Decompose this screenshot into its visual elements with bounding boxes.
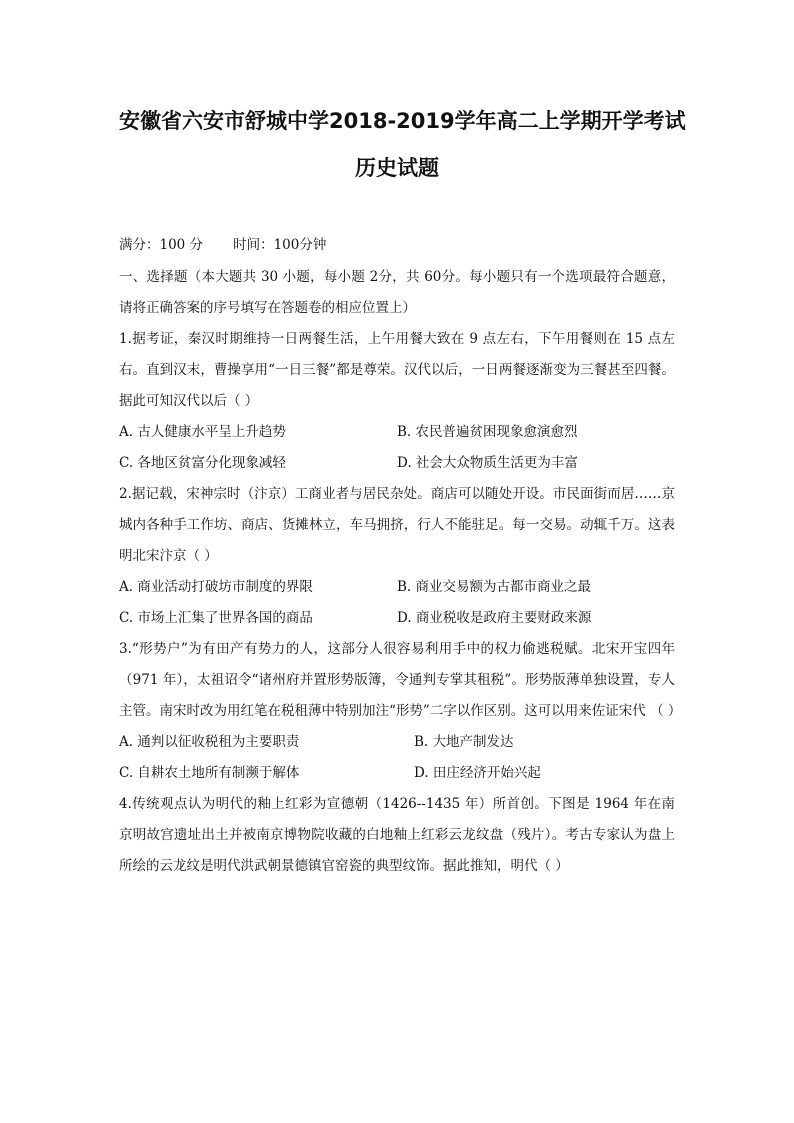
question-stem: 2.据记载，宋神宗时（汴京）工商业者与居民杂处。商店可以随处开设。市民面街而居……京城内各种手工作坊、商店、货摊林立，车马拥挤，行人不能驻足。每一交易。动辄千万。这表明北宋汴京（ ） xyxy=(119,486,675,564)
question-1 xyxy=(119,324,675,479)
question-options xyxy=(119,572,675,634)
option-d: D. 社会大众物质生活更为丰富 xyxy=(397,455,578,471)
option-d: D. 商业税收是政府主要财政来源 xyxy=(397,610,592,626)
option-c: C. 自耕农土地所有制濒于解体 xyxy=(119,765,300,781)
page-title: 安徽省六安市舒城中学2018-2019学年高二上学期开学考试 xyxy=(119,109,686,133)
option-d: D. 田庄经济开始兴起 xyxy=(414,765,541,781)
question-3 xyxy=(119,634,682,789)
section-intro: 一、选择题（本大题共 30 小题，每小题 2分，共 60分。每小题只有一个选项最符合题意，请将正确答案的序号填写在答题卷的相应位置上） xyxy=(119,269,675,316)
option-b: B. 农民普遍贫困现象愈演愈烈 xyxy=(397,424,578,440)
option-b: B. 商业交易额为古都市商业之最 xyxy=(397,579,592,595)
question-options xyxy=(119,417,675,479)
question-stem: 4.传统观点认为明代的釉上红彩为宣德朝（1426--1435 年）所首创。下图是 1964 年在南京明故宫遗址出土并被南京博物院收藏的白地釉上红彩云龙纹盘（残片）。考古专家认为盘上所绘的云龙纹是明代洪武朝景德镇官窑瓷的典型纹饰。据此推知，明代（ ） xyxy=(119,796,675,874)
option-b: B. 大地产制发达 xyxy=(414,734,514,750)
question-4 xyxy=(119,789,675,882)
option-a: A. 通判以征收税租为主要职责 xyxy=(119,734,300,750)
question-stem: 3.“形势户”为有田产有势力的人，这部分人很容易利用手中的权力偷逃税赋。北宋开宝四年（971 年），太祖诏令“诸州府并置形势版簿，令通判专掌其租税”。形势版薄单独设置，专人主管。南宋时改为用红笔在税租薄中特别加注“形势”二字以作区别。这可以用来佐证宋代 （ ） xyxy=(119,641,682,719)
option-a: A. 商业活动打破坊市制度的界限 xyxy=(119,579,313,595)
question-2 xyxy=(119,479,675,634)
page-subtitle: 历史试题 xyxy=(355,156,439,180)
option-a: A. 古人健康水平呈上升趋势 xyxy=(119,424,286,440)
option-c: C. 各地区贫富分化现象减轻 xyxy=(119,455,286,471)
exam-meta: 满分：100 分 时间：100分钟 xyxy=(119,237,327,253)
question-stem: 1.据考证，秦汉时期维持一日两餐生活，上午用餐大致在 9 点左右，下午用餐则在 15 点左右。直到汉末，曹操享用“一日三餐”都是尊荣。汉代以后，一日两餐逐渐变为三餐甚至四餐。据此可知汉代以后（ ） xyxy=(119,331,675,409)
option-c: C. 市场上汇集了世界各国的商品 xyxy=(119,610,313,626)
question-options xyxy=(119,727,675,789)
